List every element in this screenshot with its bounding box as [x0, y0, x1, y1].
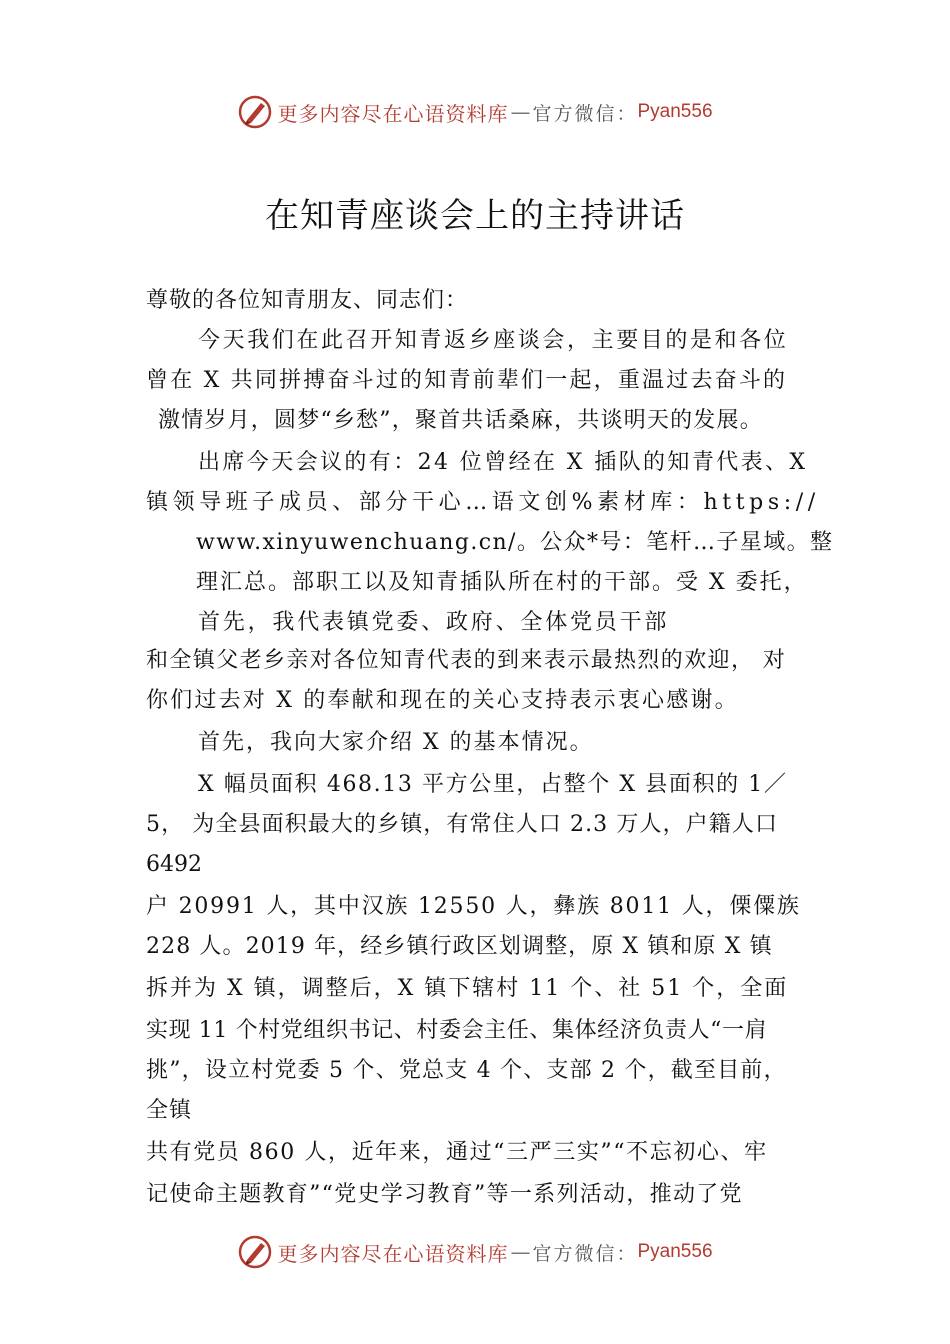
- banner-library-text: 更多内容尽在心语资料库: [277, 101, 509, 126]
- body-line: 228 人。2019 年，经乡镇行政区划调整，原 X 镇和原 X 镇: [146, 934, 773, 959]
- body-line: 共有党员 860 人，近年来，通过“三严三实”“不忘初心、牢: [146, 1140, 768, 1165]
- body-line: 今天我们在此召开知青返乡座谈会，主要目的是和各位: [198, 328, 789, 353]
- body-line: 激情岁月，圆梦“乡愁”，聚首共话桑麻，共谈明天的发展。: [158, 408, 763, 433]
- body-line: 首先，我向大家介绍 X 的基本情况。: [198, 730, 594, 755]
- banner-wechat-label: 官方微信：: [532, 1242, 638, 1265]
- salutation-line: 尊敬的各位知青朋友、同志们：: [146, 288, 469, 313]
- banner-wechat-id: Pyan556: [637, 1241, 713, 1262]
- body-line: 理汇总。部职工以及知青插队所在村的干部。受 X 委托，: [196, 570, 808, 595]
- body-line: 6492: [146, 852, 202, 877]
- banner-wechat-label: 官方微信：: [532, 102, 638, 125]
- body-line: 曾在 X 共同拼搏奋斗过的知青前辈们一起，重温过去奋斗的: [146, 368, 788, 393]
- header-watermark-banner: [0, 92, 950, 132]
- banner-separator: —: [510, 1240, 531, 1264]
- document-title: 在知青座谈会上的主持讲话: [265, 196, 685, 236]
- body-line: X 幅员面积 468.13 平方公里，占整个 X 县面积的 1／: [198, 772, 788, 797]
- body-line: www.xinyuwenchuang.cn/。公众*号：笔杆…子星域。整: [196, 530, 834, 555]
- body-line: 实现 11 个村党组织书记、村委会主任、集体经济负责人“一肩: [146, 1018, 768, 1043]
- body-line: 镇领导班子成员、部分干心…语文创%素材库：https://: [146, 490, 820, 515]
- banner-wechat-id: Pyan556: [637, 101, 713, 122]
- pen-logo-icon: [237, 94, 273, 130]
- body-line: 拆并为 X 镇，调整后，X 镇下辖村 11 个、社 51 个，全面: [146, 976, 789, 1001]
- body-line: 出席今天会议的有：24 位曾经在 X 插队的知青代表、X: [198, 450, 808, 475]
- body-line: 5， 为全县面积最大的乡镇，有常住人口 2.3 万人，户籍人口: [146, 812, 779, 837]
- body-line: 全镇: [146, 1098, 193, 1123]
- body-line: 记使命主题教育”“党史学习教育”等一系列活动，推动了党: [146, 1182, 743, 1207]
- body-line: 户 20991 人，其中汉族 12550 人，彝族 8011 人，傈僳族: [146, 894, 801, 919]
- body-line: 挑”，设立村党委 5 个、党总支 4 个、支部 2 个，截至目前，: [146, 1058, 787, 1083]
- footer-watermark-banner: [0, 1232, 950, 1272]
- banner-separator: —: [510, 100, 531, 124]
- body-line: 首先，我代表镇党委、政府、全体党员干部: [198, 610, 670, 635]
- pen-logo-icon: [237, 1234, 273, 1270]
- body-line: 和全镇父老乡亲对各位知青代表的到来表示最热烈的欢迎， 对: [146, 648, 787, 673]
- body-line: 你们过去对 X 的奉献和现在的关心支持表示衷心感谢。: [146, 688, 739, 713]
- banner-library-text: 更多内容尽在心语资料库: [277, 1241, 509, 1266]
